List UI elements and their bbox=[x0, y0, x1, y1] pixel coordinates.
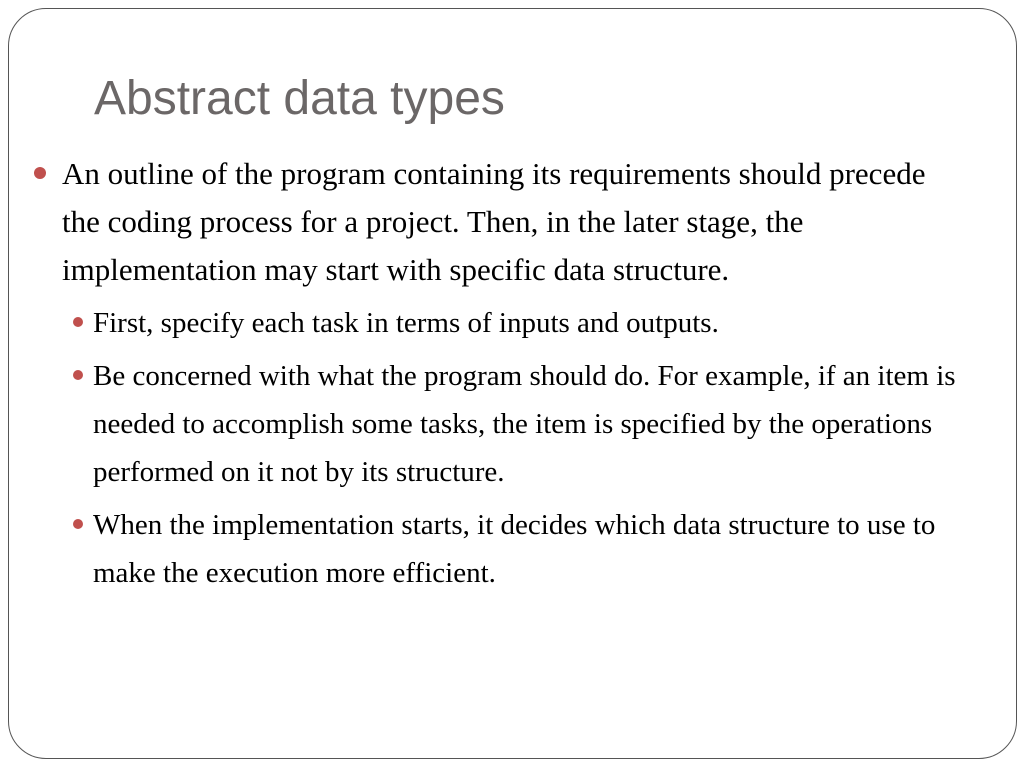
sub-bullet-item bbox=[93, 501, 973, 597]
bullet-text: An outline of the program containing its requirements should precede the coding process for a project. Then, in the later stage, the implementation may start with specific data structure. bbox=[62, 156, 926, 287]
bullet-dot-icon bbox=[34, 167, 46, 179]
bullet-item bbox=[62, 150, 962, 294]
bullet-text: Be concerned with what the program should do. For example, if an item is needed to accomplish some tasks, the item is specified by the operations performed on it not by its structure. bbox=[93, 360, 956, 488]
bullet-dot-icon bbox=[73, 317, 83, 327]
slide-title: Abstract data types bbox=[94, 72, 505, 125]
bullet-dot-icon bbox=[73, 519, 83, 529]
bullet-text: When the implementation starts, it decides which data structure to use to make the execution more efficient. bbox=[93, 509, 936, 589]
bullet-dot-icon bbox=[73, 370, 83, 380]
sub-bullet-item bbox=[93, 299, 973, 347]
sub-bullet-item bbox=[93, 352, 973, 496]
bullet-text: First, specify each task in terms of inputs and outputs. bbox=[93, 307, 719, 339]
slide-body bbox=[0, 150, 1024, 597]
